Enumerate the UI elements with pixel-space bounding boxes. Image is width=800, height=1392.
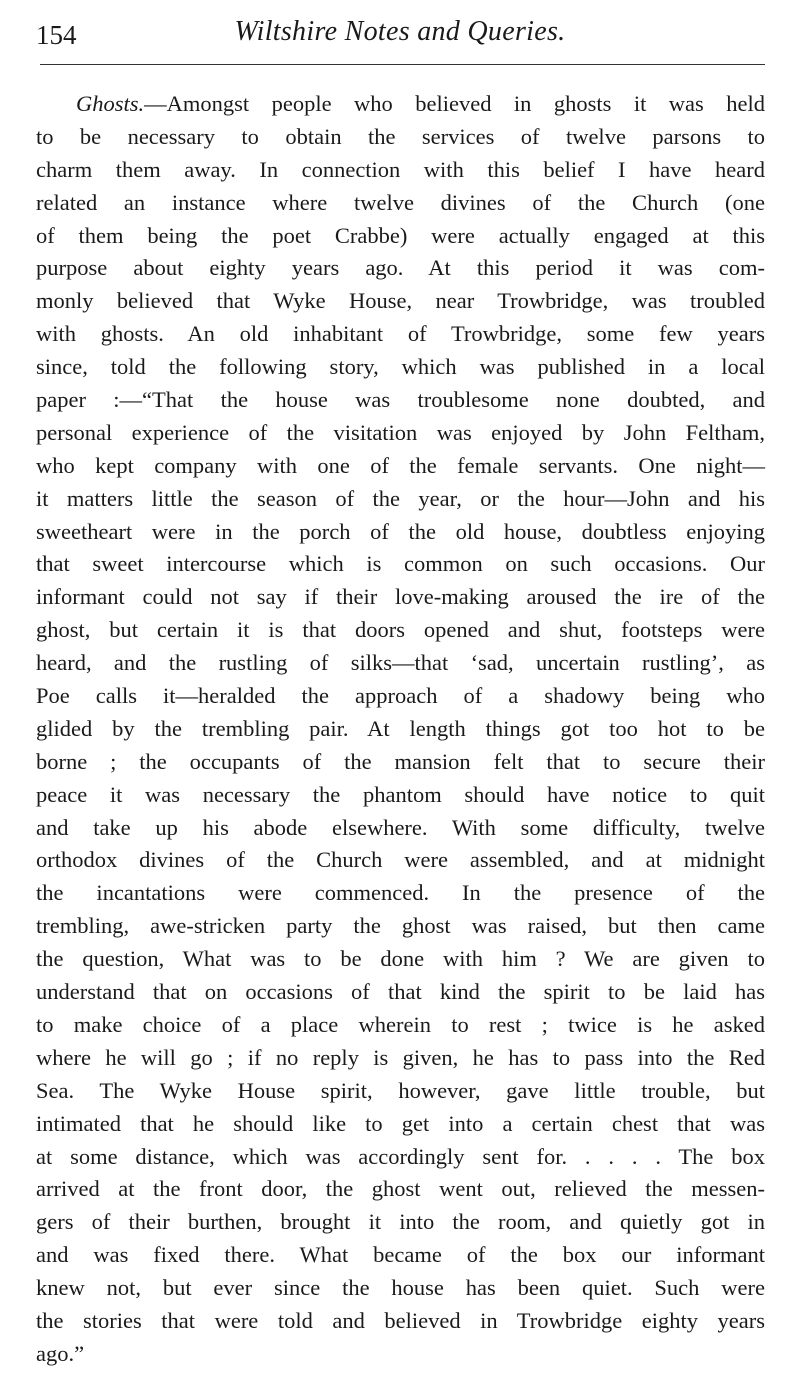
text-line: since, told the following story, which was published in a local — [36, 354, 765, 380]
text-line: Sea. The Wyke House spirit, however, gave little trouble, but — [36, 1077, 765, 1103]
text-line: understand that on occasions of that kind the spirit to be laid has — [36, 979, 765, 1005]
text-line: that sweet intercourse which is common on such occasions. Our — [36, 551, 765, 577]
text-line: ghost, but certain it is that doors opened and shut, footsteps were — [36, 617, 765, 643]
text-line: heard, and the rustling of silks—that ‘sad, uncertain rustling’, as — [36, 650, 765, 676]
text-line: it matters little the season of the year, or the hour—John and his — [36, 485, 765, 511]
text-line: where he will go ; if no reply is given, he has to pass into the Red — [36, 1044, 765, 1070]
text-line: paper :—“That the house was troublesome none doubted, and — [36, 387, 765, 413]
text-line: glided by the trembling pair. At length things got too hot to be — [36, 715, 765, 741]
text-line: sweetheart were in the porch of the old house, doubtless enjoying — [36, 518, 765, 544]
text-line: arrived at the front door, the ghost went out, relieved the messen- — [36, 1176, 765, 1202]
text-line: the question, What was to be done with him ? We are given to — [36, 946, 765, 972]
text-line: charm them away. In connection with this belief I have heard — [36, 156, 765, 182]
article-body — [36, 88, 765, 1371]
running-title: Wiltshire Notes and Queries. — [234, 16, 566, 47]
text-line: of them being the poet Crabbe) were actually engaged at this — [36, 222, 765, 248]
text-line: peace it was necessary the phantom should have notice to quit — [36, 781, 765, 807]
text-line: orthodox divines of the Church were assembled, and at midnight — [36, 847, 765, 873]
text-line: purpose about eighty years ago. At this period it was com- — [36, 255, 765, 281]
text-line: personal experience of the visitation was enjoyed by John Feltham, — [36, 419, 765, 445]
text-line: the stories that were told and believed in Trowbridge eighty years — [36, 1307, 765, 1333]
text-line: informant could not say if their love-making aroused the ire of the — [36, 584, 765, 610]
section-heading: Ghosts. — [76, 91, 145, 116]
text-line: trembling, awe-stricken party the ghost was raised, but then came — [36, 913, 765, 939]
text-line: and was fixed there. What became of the box our informant — [36, 1242, 765, 1268]
text-line: borne ; the occupants of the mansion felt that to secure their — [36, 748, 765, 774]
header-rule — [40, 64, 765, 65]
text-line: with ghosts. An old inhabitant of Trowbridge, some few years — [36, 321, 765, 347]
text-line: to be necessary to obtain the services of twelve parsons to — [36, 123, 765, 149]
text-line: who kept company with one of the female servants. One night— — [36, 452, 765, 478]
text-line: Poe calls it—heralded the approach of a shadowy being who — [36, 683, 765, 709]
text-line: ago.” — [36, 1340, 85, 1366]
text-line: intimated that he should like to get into a certain chest that was — [36, 1110, 765, 1136]
text-line: knew not, but ever since the house has been quiet. Such were — [36, 1275, 765, 1301]
text-line: gers of their burthen, brought it into the room, and quietly got in — [36, 1209, 765, 1235]
text-line: the incantations were commenced. In the presence of the — [36, 880, 765, 906]
text-line — [36, 88, 765, 121]
text-line: at some distance, which was accordingly sent for. . . . . The box — [36, 1143, 765, 1169]
text-line: to make choice of a place wherein to rest ; twice is he asked — [36, 1011, 765, 1037]
text-line-rest: —Amongst people who believed in ghosts it was held — [144, 91, 765, 116]
page-number: 154 — [36, 20, 77, 50]
text-line: related an instance where twelve divines of the Church (one — [36, 189, 765, 215]
text-line: and take up his abode elsewhere. With some difficulty, twelve — [36, 814, 765, 840]
text-line: monly believed that Wyke House, near Trowbridge, was troubled — [36, 288, 765, 314]
